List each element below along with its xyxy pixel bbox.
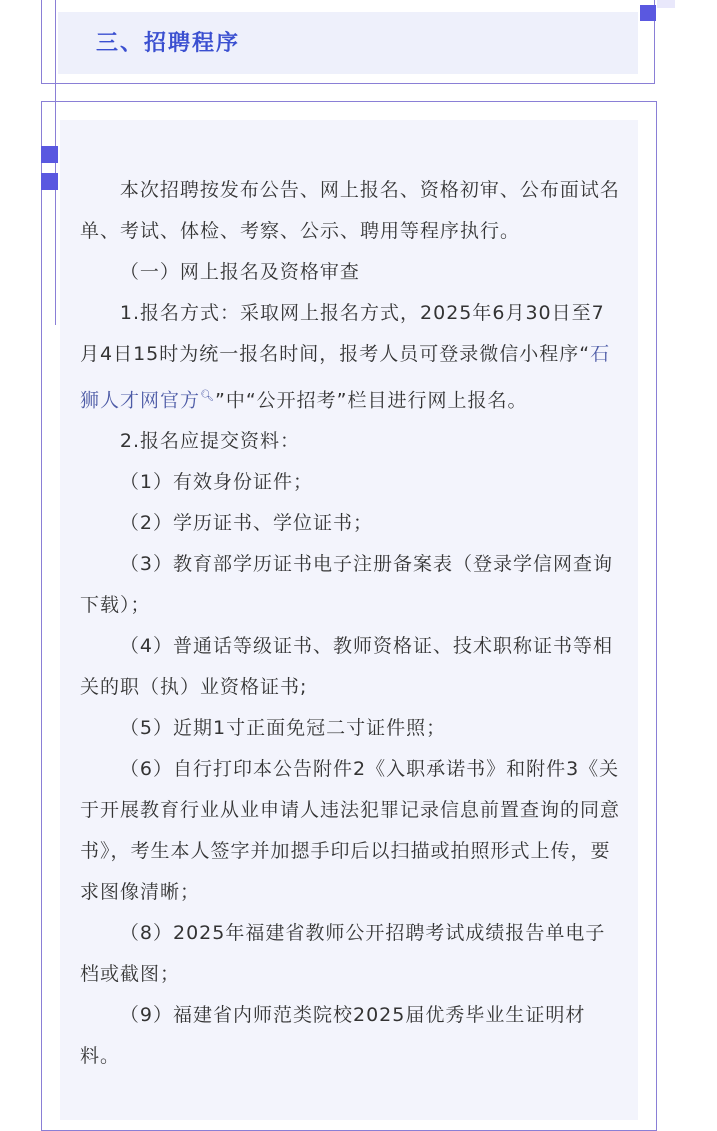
decorative-square <box>41 173 58 190</box>
list-item: （5）近期1寸正面免冠二寸证件照； <box>119 717 447 740</box>
list-item: （4）普通话等级证书、教师资格证、技术职称证书等相关的职（执）业资格证书; <box>80 635 613 699</box>
miniprogram-search-link[interactable]: 石狮人才网官方 <box>80 343 611 412</box>
search-icon[interactable]: 🔍︎ <box>200 389 215 402</box>
subheading-online-registration: （一）网上报名及资格审查 <box>119 261 360 283</box>
intro-paragraph: 本次招聘按发布公告、网上报名、资格初审、公布面试名单、考试、体检、考察、公示、聘用等程序执行。 <box>80 179 620 242</box>
list-item: （6）自行打印本公告附件2《入职承诺书》和附件3《关于开展教育行业从业申请人违法犯罪记录信息前置查询的同意书》，考生本人签字并加摁手印后以扫描或拍照形式上传，要求图像清晰； <box>80 758 621 904</box>
registration-method-text: 1.报名方式：采取网上报名方式，2025年6月30日至7月4日15时为统一报名时间，报考人员可登录微信小程序“ <box>80 302 605 365</box>
list-item: （3）教育部学历证书电子注册备案表（登录学信网查询下载）； <box>80 553 613 617</box>
decorative-square-light <box>657 0 675 8</box>
list-item: （1）有效身份证件； <box>119 471 313 494</box>
registration-method-text-end: ”中“公开招考”栏目进行网上报名。 <box>214 389 528 412</box>
section-title: 三、招聘程序 <box>96 31 241 56</box>
article-body <box>80 170 620 1077</box>
materials-heading: 2.报名应提交资料： <box>119 430 301 453</box>
registration-method-paragraph <box>80 293 620 421</box>
decorative-square <box>41 146 58 163</box>
list-item: （2）学历证书、学位证书； <box>119 512 373 535</box>
list-item: （9）福建省内师范类院校2025届优秀毕业生证明材料。 <box>80 1004 586 1068</box>
list-item: （8）2025年福建省教师公开招聘考试成绩报告单电子档或截图； <box>80 922 606 986</box>
decorative-square <box>640 5 656 21</box>
